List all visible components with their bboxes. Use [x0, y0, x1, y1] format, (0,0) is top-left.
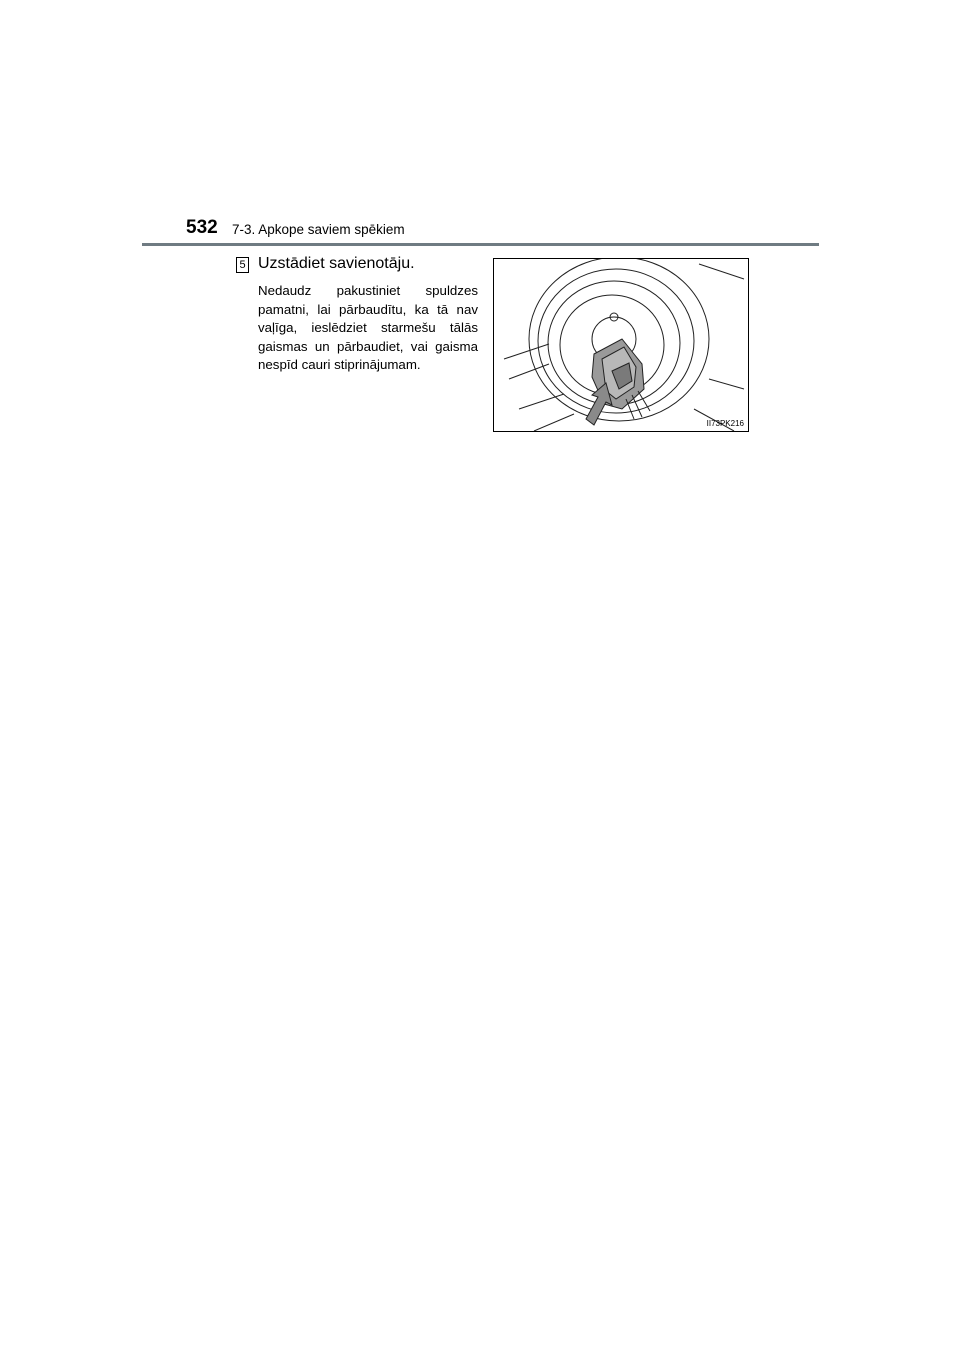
step-heading: Uzstādiet savienotāju.	[258, 255, 415, 272]
figure-code: II73PK216	[706, 419, 744, 428]
step-number-badge: 5	[236, 257, 249, 273]
page-number: 532	[186, 217, 218, 238]
illustration-drawing	[494, 259, 749, 432]
step-body-text: Nedaudz pakustiniet spuldzes pamatni, lai pārbaudītu, ka tā nav vaļīga, ieslēdziet starmešu tālās gaismas un pārbaudiet, vai gaisma nespīd cauri stiprinājumam.	[258, 283, 478, 373]
section-title: 7-3. Apkope saviem spēkiem	[232, 222, 405, 237]
header-rule	[142, 243, 819, 246]
headlight-connector-illustration	[493, 258, 749, 432]
